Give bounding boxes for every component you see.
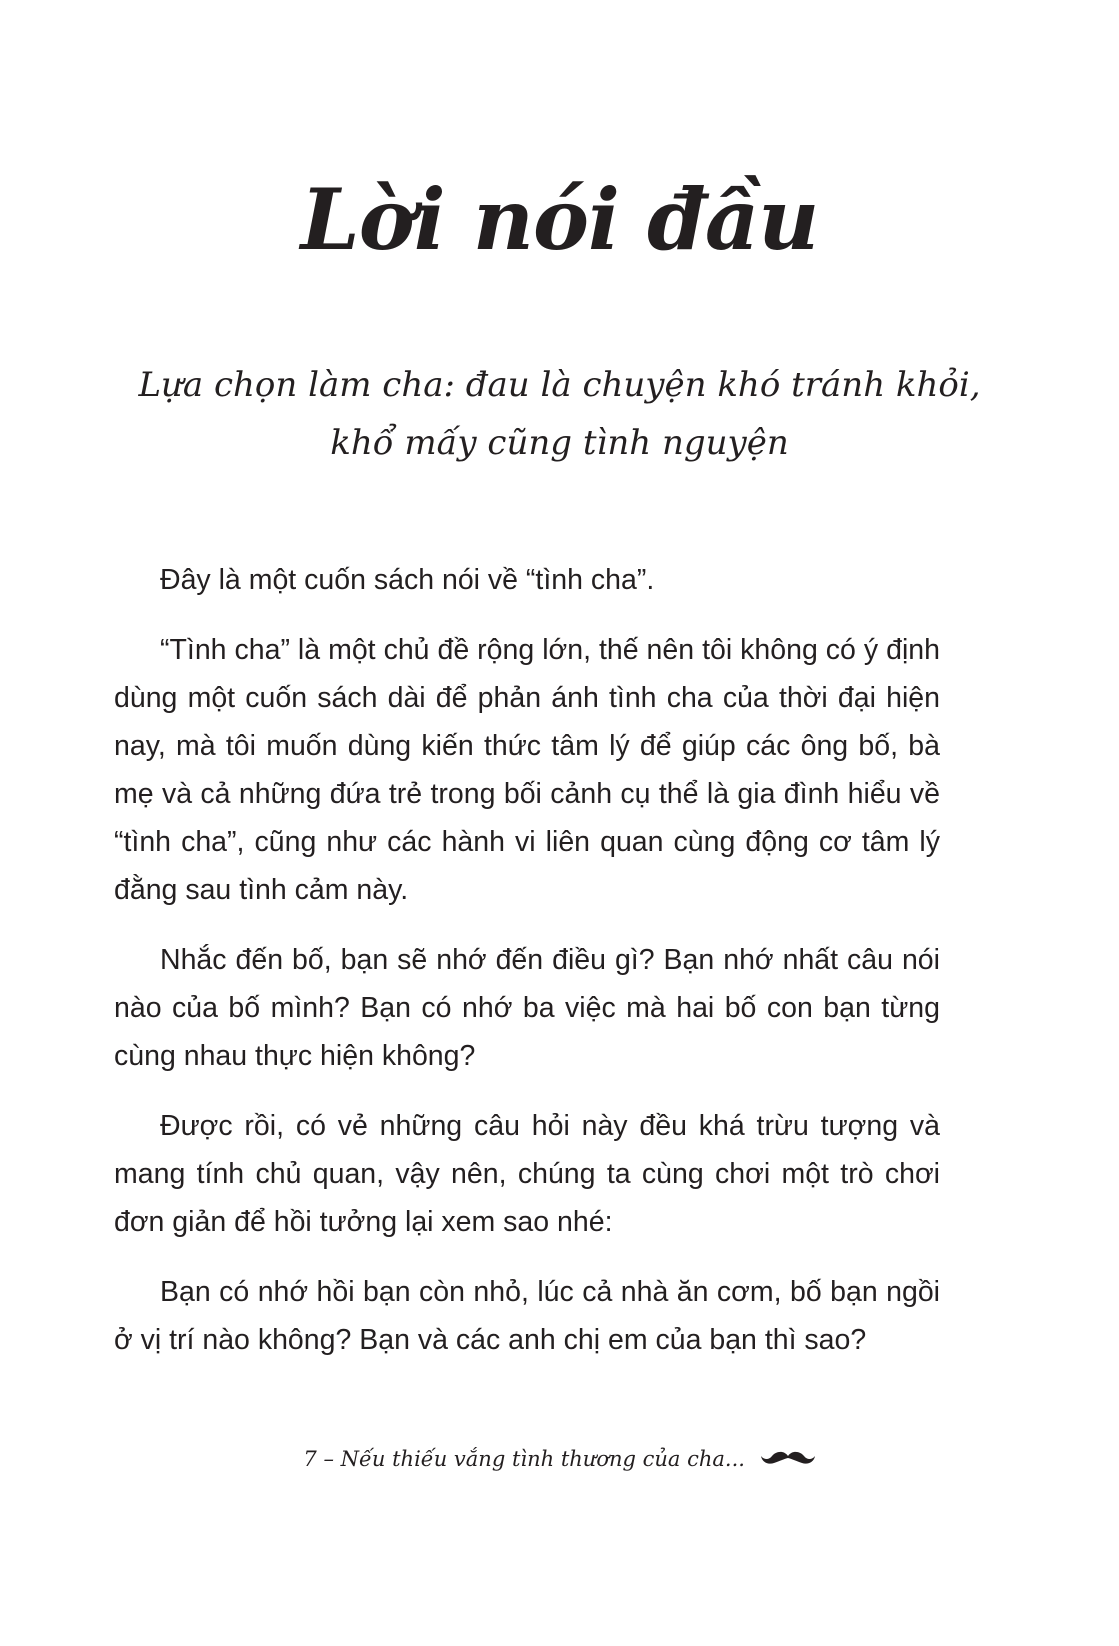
chapter-subtitle — [120, 356, 999, 472]
footer-book-title: Nếu thiếu vắng tình thương của cha... — [340, 1447, 745, 1471]
paragraph-3: Nhắc đến bố, bạn sẽ nhớ đến điều gì? Bạn nhớ nhất câu nói nào của bố mình? Bạn có nhớ ba việc mà hai bố con bạn từng cùng nhau thực hiện không? — [114, 944, 940, 1072]
chapter-title: Lời nói đầu — [300, 170, 819, 269]
paragraph-2: “Tình cha” là một chủ đề rộng lớn, thế nên tôi không có ý định dùng một cuốn sách dài để phản ánh tình cha của thời đại hiện nay, mà tôi muốn dùng kiến thức tâm lý để giúp các ông bố, bà mẹ và cả những đứa trẻ trong bối cảnh cụ thể là gia đình hiểu về “tình cha”, cũng như các hành vi liên quan cùng động cơ tâm lý đằng sau tình cảm này. — [114, 634, 940, 906]
page-number: 7 — [303, 1447, 317, 1471]
footer-separator: – — [323, 1447, 334, 1471]
paragraph-4: Được rồi, có vẻ những câu hỏi này đều khá trừu tượng và mang tính chủ quan, vậy nên, chúng ta cùng chơi một trò chơi đơn giản để hồi tưởng lại xem sao nhé: — [114, 1110, 940, 1238]
page-footer — [0, 1444, 1119, 1476]
paragraph-5: Bạn có nhớ hồi bạn còn nhỏ, lúc cả nhà ăn cơm, bố bạn ngồi ở vị trí nào không? Bạn và các anh chị em của bạn thì sao? — [114, 1276, 940, 1356]
body-text — [114, 556, 940, 1386]
subtitle-line-2: khổ mấy cũng tình nguyện — [330, 423, 789, 463]
subtitle-line-1: Lựa chọn làm cha: đau là chuyện khó tránh khỏi, — [138, 365, 981, 405]
paragraph-1: Đây là một cuốn sách nói về “tình cha”. — [160, 564, 655, 596]
mustache-icon — [760, 1446, 816, 1476]
